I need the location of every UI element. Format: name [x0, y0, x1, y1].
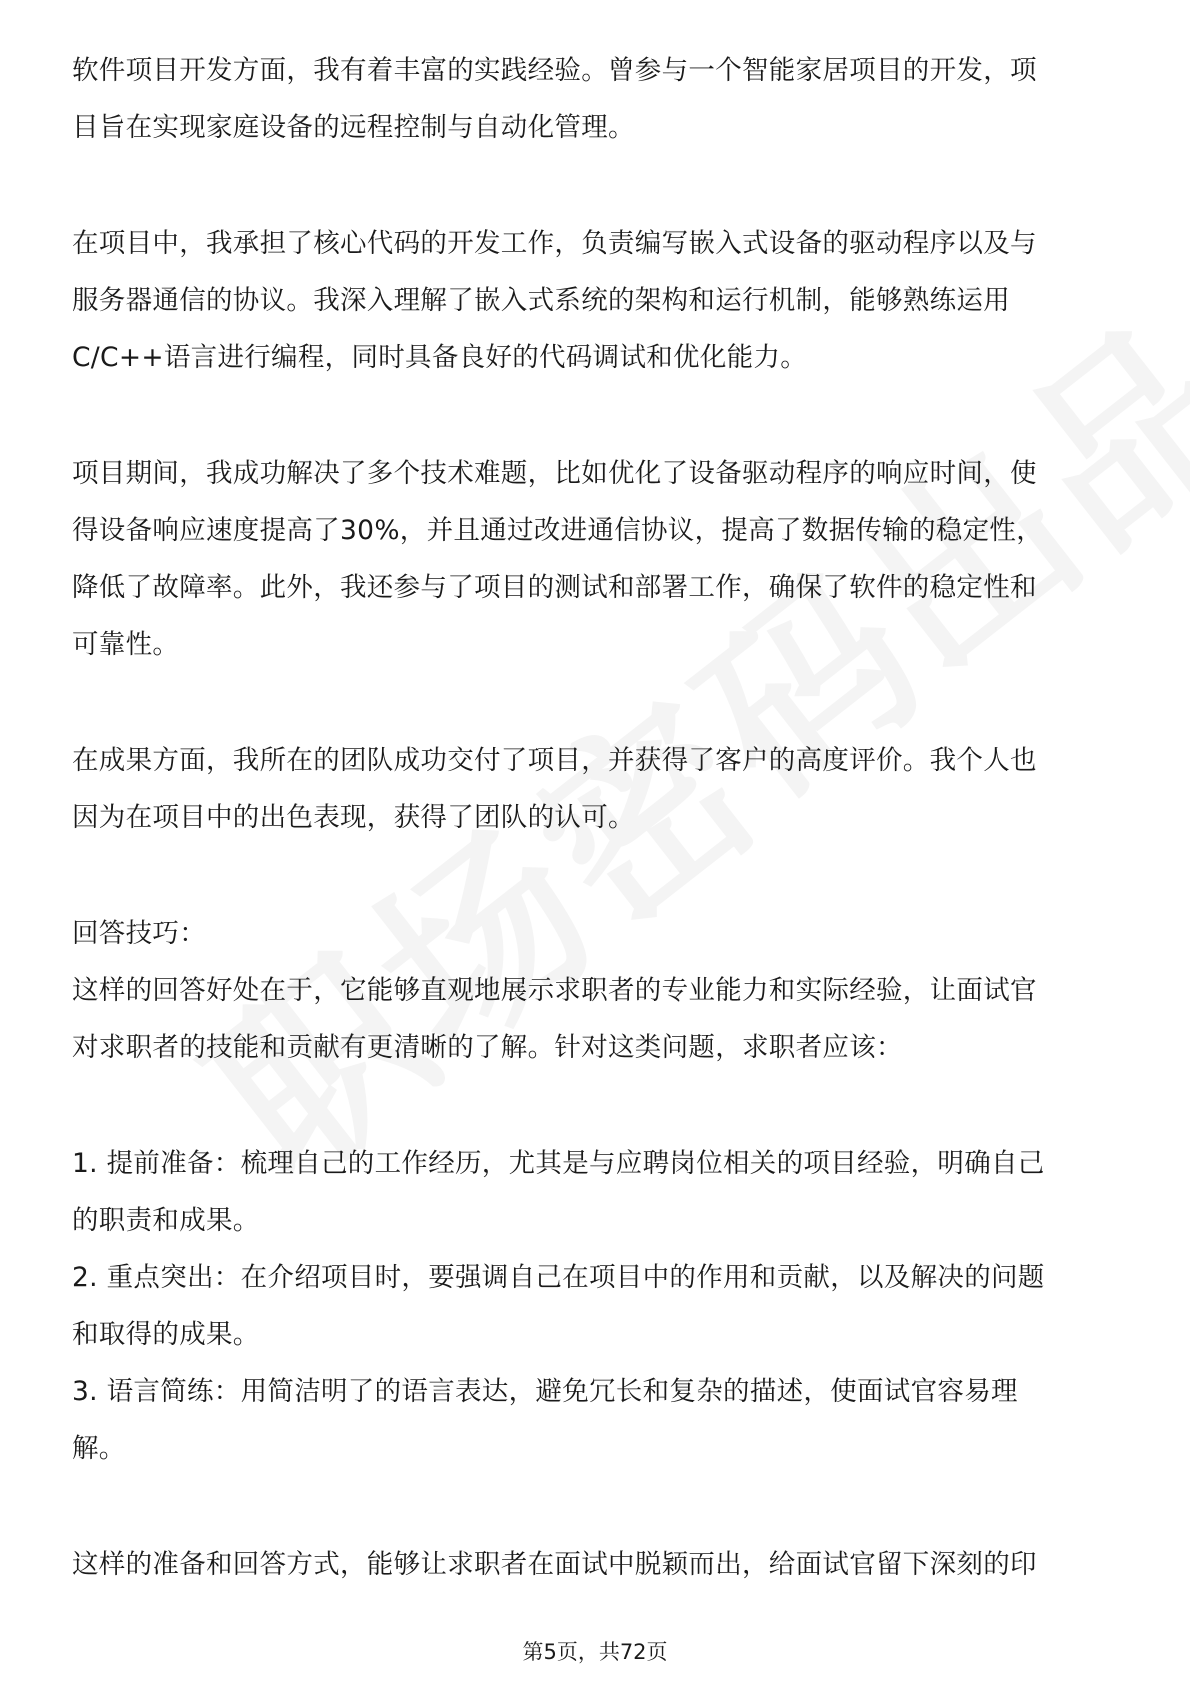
text-line: 可靠性。	[72, 629, 180, 660]
list-item: 3. 语言简练：用简洁明了的语言表达，避免冗长和复杂的描述，使面试官容易理	[72, 1376, 1018, 1407]
paragraph	[72, 732, 1118, 846]
text-line: 对求职者的技能和贡献有更清晰的了解。针对这类问题，求职者应该：	[72, 1032, 903, 1063]
text-line: 在成果方面，我所在的团队成功交付了项目，并获得了客户的高度评价。我个人也	[72, 745, 1037, 776]
text-line: 这样的准备和回答方式，能够让求职者在面试中脱颖而出，给面试官留下深刻的印	[72, 1549, 1037, 1580]
paragraph	[72, 215, 1118, 386]
text-line: 在项目中，我承担了核心代码的开发工作，负责编写嵌入式设备的驱动程序以及与	[72, 228, 1037, 259]
document-body	[72, 42, 1118, 1593]
text-line: 服务器通信的协议。我深入理解了嵌入式系统的架构和运行机制，能够熟练运用	[72, 285, 1010, 316]
paragraph	[72, 1536, 1118, 1593]
text-line: 这样的回答好处在于，它能够直观地展示求职者的专业能力和实际经验，让面试官	[72, 975, 1037, 1006]
list-item-continuation: 的职责和成果。	[72, 1205, 260, 1236]
list-item-continuation: 解。	[72, 1433, 126, 1464]
paragraph	[72, 905, 1118, 1076]
page-number: 第5页，共72页	[522, 1640, 668, 1664]
list-item: 2. 重点突出：在介绍项目时，要强调自己在项目中的作用和贡献，以及解决的问题	[72, 1262, 1045, 1293]
text-line: 软件项目开发方面，我有着丰富的实践经验。曾参与一个智能家居项目的开发，项	[72, 55, 1037, 86]
paragraph	[72, 445, 1118, 673]
text-line: 目旨在实现家庭设备的远程控制与自动化管理。	[72, 112, 635, 143]
section-heading: 回答技巧：	[72, 918, 206, 949]
paragraph	[72, 42, 1118, 156]
list-item: 1. 提前准备：梳理自己的工作经历，尤其是与应聘岗位相关的项目经验，明确自己	[72, 1148, 1045, 1179]
text-line: 得设备响应速度提高了30%，并且通过改进通信协议，提高了数据传输的稳定性，	[72, 515, 1043, 546]
text-line: C/C++语言进行编程，同时具备良好的代码调试和优化能力。	[72, 342, 808, 373]
text-line: 因为在项目中的出色表现，获得了团队的认可。	[72, 802, 635, 833]
list-item-continuation: 和取得的成果。	[72, 1319, 260, 1350]
numbered-list	[72, 1135, 1118, 1477]
text-line: 项目期间，我成功解决了多个技术难题，比如优化了设备驱动程序的响应时间，使	[72, 458, 1037, 489]
text-line: 降低了故障率。此外，我还参与了项目的测试和部署工作，确保了软件的稳定性和	[72, 572, 1037, 603]
